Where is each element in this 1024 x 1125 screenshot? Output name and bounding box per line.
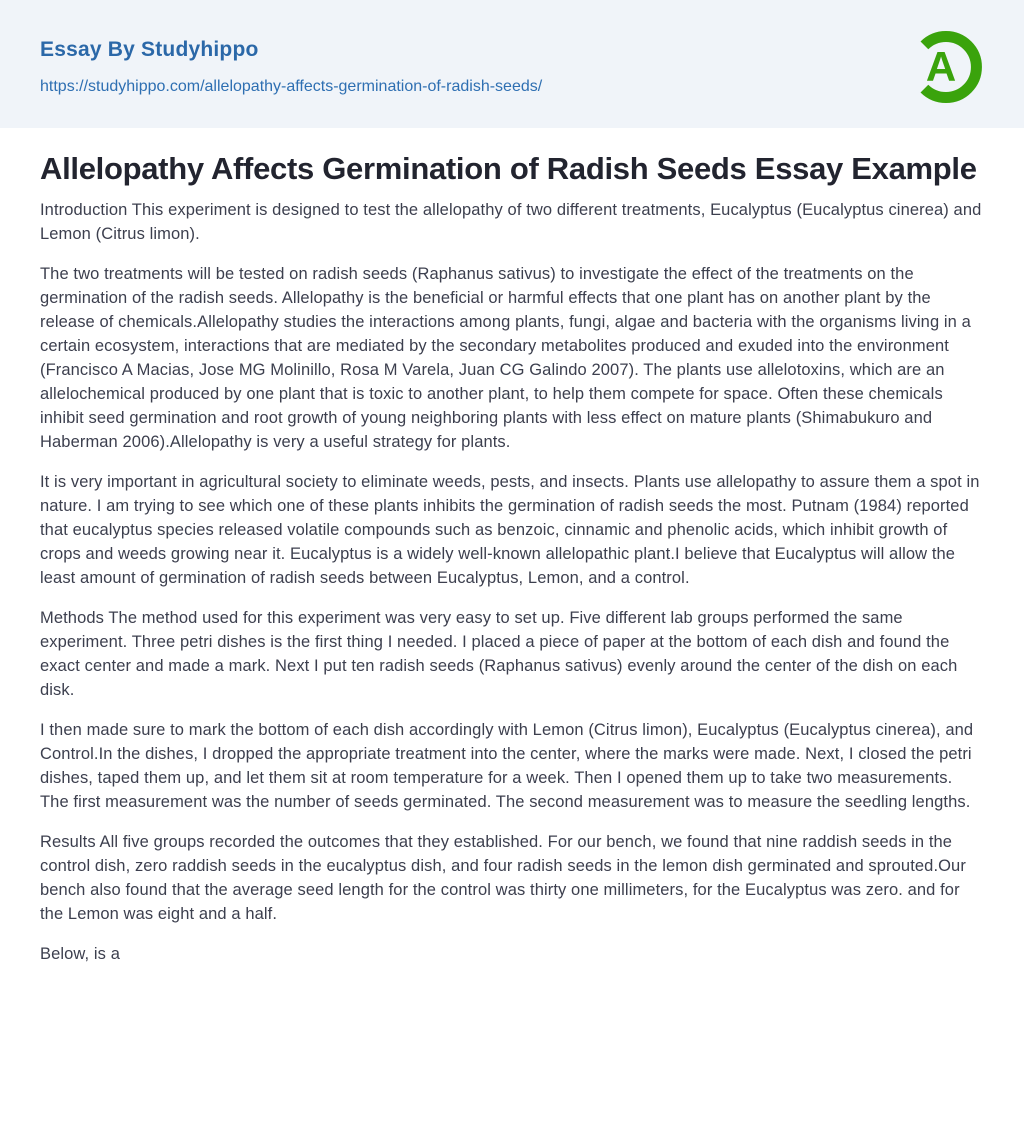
site-title: Essay By Studyhippo bbox=[40, 38, 259, 61]
essay-content bbox=[0, 128, 1024, 966]
studyhippo-logo[interactable] bbox=[908, 26, 984, 108]
essay-body bbox=[40, 198, 984, 966]
studyhippo-logo-icon bbox=[908, 26, 984, 108]
essay-paragraph: Methods The method used for this experiment was very easy to set up. Five different lab groups performed the same experiment. Three petri dishes is the first thing I needed. I placed a piece of paper at the bottom of each dish and found the exact center and made a mark. Next I put ten radish seeds (Raphanus sativus) evenly around the center of the dish on each disk. bbox=[40, 609, 958, 699]
page-url-link[interactable]: https://studyhippo.com/allelopathy-affects-germination-of-radish-seeds/ bbox=[40, 78, 543, 95]
page-header bbox=[0, 0, 1024, 128]
essay-paragraph: Results All five groups recorded the outcomes that they established. For our bench, we found that nine raddish seeds in the control dish, zero raddish seeds in the eucalyptus dish, and four radish seeds in the lemon dish germinated and sprouted.Our bench also found that the average seed length for the control was thirty one millimeters, for the Eucalyptus was zero. and for the Lemon was eight and a half. bbox=[40, 833, 966, 923]
logo-letter: A bbox=[925, 43, 957, 90]
essay-paragraph: Introduction This experiment is designed to test the allelopathy of two different treatments, Eucalyptus (Eucalyptus cinerea) and Lemon (Citrus limon). bbox=[40, 201, 982, 243]
essay-paragraph: The two treatments will be tested on radish seeds (Raphanus sativus) to investigate the effect of the treatments on the germination of the radish seeds. Allelopathy is the beneficial or harmful effects that one plant has on another plant by the release of chemicals.Allelopathy studies the interactions among plants, fungi, algae and bacteria with the organisms living in a certain ecosystem, interactions that are mediated by the secondary metabolites produced and exuded into the environment (Francisco A Macias, Jose MG Molinillo, Rosa M Varela, Juan CG Galindo 2007). The plants use allelotoxins, which are an allelochemical produced by one plant that is toxic to another plant, to help them compete for space. Often these chemicals inhibit seed germination and root growth of young neighboring plants with less effect on mature plants (Shimabukuro and Haberman 2006).Allelopathy is very a useful strategy for plants. bbox=[40, 265, 971, 451]
essay-title: Allelopathy Affects Germination of Radish Seeds Essay Example bbox=[40, 151, 977, 186]
essay-paragraph: I then made sure to mark the bottom of each dish accordingly with Lemon (Citrus limon), Eucalyptus (Eucalyptus cinerea), and Control.In the dishes, I dropped the appropriate treatment into the center, where the marks were made. Next, I closed the petri dishes, taped them up, and let them sit at room temperature for a week. Then I opened them up to take two measurements. The first measurement was the number of seeds germinated. The second measurement was to measure the seedling lengths. bbox=[40, 721, 974, 811]
essay-paragraph: Below, is a bbox=[40, 945, 120, 963]
header-text-block bbox=[40, 32, 542, 96]
essay-paragraph: It is very important in agricultural society to eliminate weeds, pests, and insects. Plants use allelopathy to assure them a spot in nature. I am trying to see which one of these plants inhibits the germination of radish seeds the most. Putnam (1984) reported that eucalyptus species released volatile compounds such as benzoic, cinnamic and phenolic acids, which inhibit growth of crops and weeds growing near it. Eucalyptus is a widely well-known allelopathic plant.I believe that Eucalyptus will allow the least amount of germination of radish seeds between Eucalyptus, Lemon, and a control. bbox=[40, 473, 980, 587]
